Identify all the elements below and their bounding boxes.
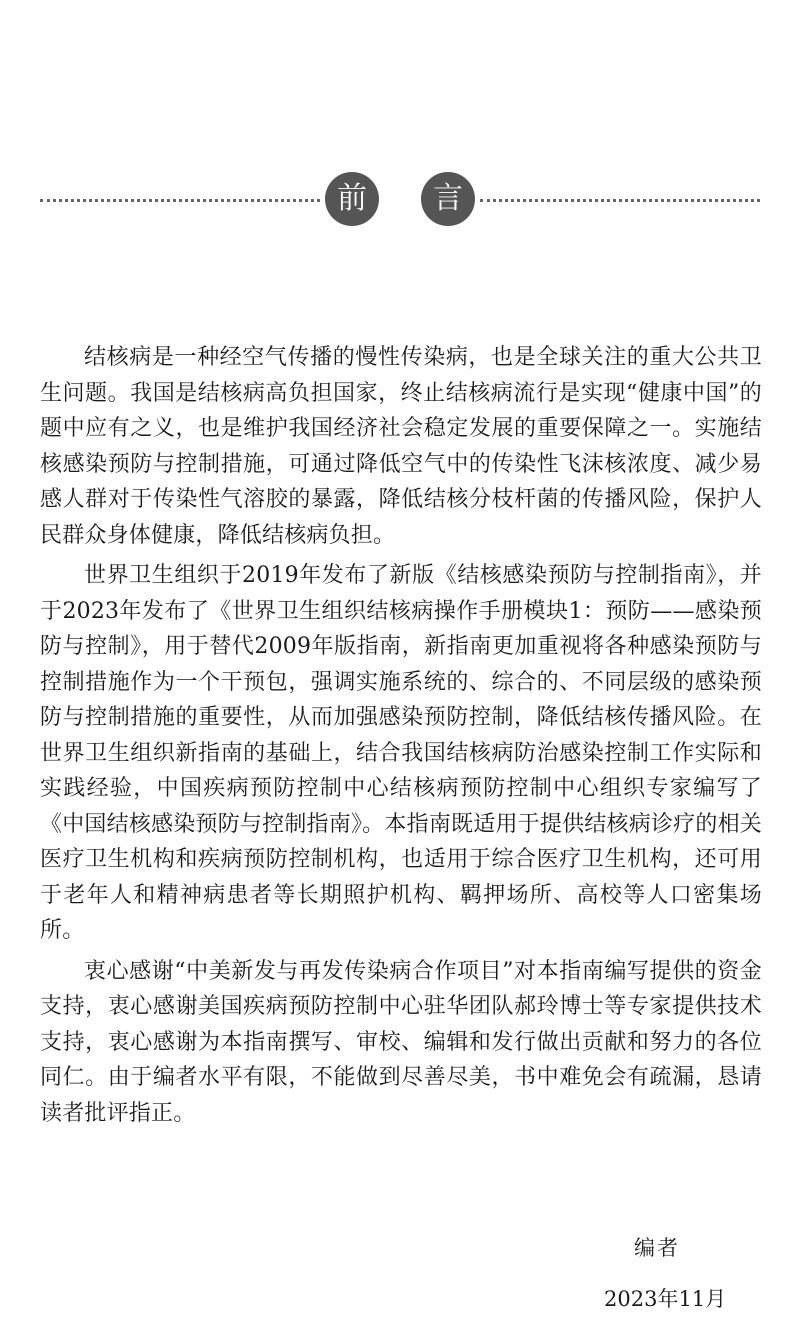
author-signature: 编者 <box>634 1236 680 1260</box>
preface-body <box>40 340 762 1136</box>
paragraph-2: 世界卫生组织于2019年发布了新版《结核感染预防与控制指南》，并于2023年发布了《世界卫生组织结核病操作手册模块1：预防——感染预防与控制》，用于替代2009年版指南，新指南更加重视将各种感染预防与控制措施作为一个干预包，强调实施系统的、综合的、不同层级的感染预防与控制措施的重要性，从而加强感染预防控制，降低结核传播风险。在世界卫生组织新指南的基础上，结合我国结核病防治感染控制工作实际和实践经验，中国疾病预防控制中心结核病预防控制中心组织专家编写了《中国结核感染预防与控制指南》。本指南既适用于提供结核病诊疗的相关医疗卫生机构和疾病预防控制机构，也适用于综合医疗卫生机构，还可用于老年人和精神病患者等长期照护机构、羁押场所、高校等人口密集场所。 <box>40 563 762 943</box>
heading-char-1: 前 <box>325 172 379 226</box>
heading-char-2: 言 <box>421 172 475 226</box>
paragraph-1: 结核病是一种经空气传播的慢性传染病，也是全球关注的重大公共卫生问题。我国是结核病高负担国家，终止结核病流行是实现“健康中国”的题中应有之义，也是维护我国经济社会稳定发展的重要保障之一。实施结核感染预防与控制措施，可通过降低空气中的传染性飞沫核浓度、减少易感人群对于传染性气溶胶的暴露，降低结核分枝杆菌的传播风险，保护人民群众身体健康，降低结核病负担。 <box>40 345 762 548</box>
preface-heading <box>40 172 760 232</box>
paragraph-3: 衷心感谢“中美新发与再发传染病合作项目”对本指南编写提供的资金支持，衷心感谢美国疾病预防控制中心驻华团队郝玲博士等专家提供技术支持，衷心感谢为本指南撰写、审校、编辑和发行做出贡献和努力的各位同仁。由于编者水平有限，不能做到尽善尽美，书中难免会有疏漏，恳请读者批评指正。 <box>40 958 762 1126</box>
publication-date: 2023年11月 <box>604 1287 727 1311</box>
dotted-rule-right <box>480 199 760 202</box>
dotted-rule-left <box>40 199 320 202</box>
